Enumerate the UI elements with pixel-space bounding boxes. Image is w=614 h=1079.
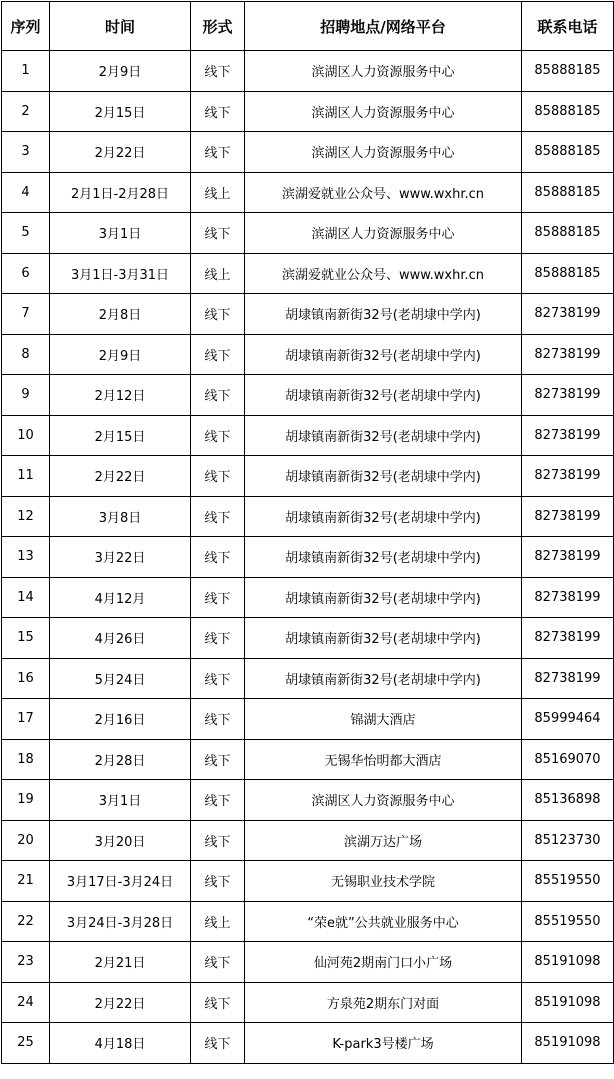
cell-place: 胡埭镇南新街32号(老胡埭中学内) [245, 496, 522, 537]
table-row [2, 213, 614, 254]
cell-place: 仙河苑2期南门口小广场 [245, 942, 522, 983]
cell-form: 线下 [191, 415, 245, 456]
cell-seq: 1 [2, 51, 50, 92]
cell-time: 2月12日 [50, 375, 191, 416]
cell-phone: 82738199 [522, 496, 614, 537]
cell-form: 线下 [191, 51, 245, 92]
cell-place: 锦湖大酒店 [245, 699, 522, 740]
cell-place: 滨湖爱就业公众号、www.wxhr.cn [245, 172, 522, 213]
header-seq: 序列 [2, 2, 50, 51]
cell-time: 2月28日 [50, 739, 191, 780]
cell-phone: 82738199 [522, 658, 614, 699]
cell-time: 4月18日 [50, 1023, 191, 1064]
cell-form: 线下 [191, 658, 245, 699]
cell-form: 线下 [191, 1023, 245, 1064]
cell-time: 2月22日 [50, 982, 191, 1023]
table-row [2, 901, 614, 942]
cell-time: 3月20日 [50, 820, 191, 861]
cell-form: 线下 [191, 132, 245, 173]
cell-time: 2月9日 [50, 51, 191, 92]
table-row [2, 982, 614, 1023]
cell-place: 滨湖区人力资源服务中心 [245, 213, 522, 254]
cell-seq: 15 [2, 618, 50, 659]
cell-seq: 18 [2, 739, 50, 780]
cell-place: “荣e就”公共就业服务中心 [245, 901, 522, 942]
table-header [2, 2, 614, 51]
cell-phone: 82738199 [522, 456, 614, 497]
cell-phone: 85888185 [522, 213, 614, 254]
cell-place: 胡埭镇南新街32号(老胡埭中学内) [245, 618, 522, 659]
cell-form: 线下 [191, 820, 245, 861]
cell-place: 滨湖万达广场 [245, 820, 522, 861]
table-row [2, 861, 614, 902]
cell-form: 线下 [191, 456, 245, 497]
cell-time: 3月1日 [50, 213, 191, 254]
cell-phone: 85888185 [522, 172, 614, 213]
cell-place: 胡埭镇南新街32号(老胡埭中学内) [245, 415, 522, 456]
cell-place: 滨湖区人力资源服务中心 [245, 780, 522, 821]
cell-place: 胡埭镇南新街32号(老胡埭中学内) [245, 577, 522, 618]
cell-seq: 6 [2, 253, 50, 294]
header-form: 形式 [191, 2, 245, 51]
cell-place: 胡埭镇南新街32号(老胡埭中学内) [245, 537, 522, 578]
table-row [2, 1023, 614, 1064]
cell-seq: 10 [2, 415, 50, 456]
cell-form: 线下 [191, 618, 245, 659]
cell-form: 线下 [191, 91, 245, 132]
table-row [2, 658, 614, 699]
table-row [2, 132, 614, 173]
cell-seq: 25 [2, 1023, 50, 1064]
cell-time: 3月17日-3月24日 [50, 861, 191, 902]
cell-seq: 20 [2, 820, 50, 861]
cell-form: 线下 [191, 577, 245, 618]
table-row [2, 51, 614, 92]
table-body [2, 51, 614, 1064]
cell-seq: 16 [2, 658, 50, 699]
cell-form: 线下 [191, 496, 245, 537]
cell-form: 线下 [191, 699, 245, 740]
cell-place: K-park3号楼广场 [245, 1023, 522, 1064]
header-place: 招聘地点/网络平台 [245, 2, 522, 51]
table-row [2, 334, 614, 375]
cell-form: 线下 [191, 942, 245, 983]
cell-seq: 14 [2, 577, 50, 618]
cell-phone: 85136898 [522, 780, 614, 821]
cell-phone: 82738199 [522, 537, 614, 578]
cell-phone: 85123730 [522, 820, 614, 861]
cell-seq: 22 [2, 901, 50, 942]
cell-time: 2月15日 [50, 91, 191, 132]
cell-time: 4月12月 [50, 577, 191, 618]
cell-place: 滨湖区人力资源服务中心 [245, 51, 522, 92]
cell-phone: 85191098 [522, 1023, 614, 1064]
cell-form: 线下 [191, 375, 245, 416]
cell-time: 3月24日-3月28日 [50, 901, 191, 942]
table-row [2, 253, 614, 294]
cell-seq: 2 [2, 91, 50, 132]
cell-form: 线下 [191, 861, 245, 902]
cell-seq: 23 [2, 942, 50, 983]
table-row [2, 618, 614, 659]
header-time: 时间 [50, 2, 191, 51]
cell-place: 滨湖爱就业公众号、www.wxhr.cn [245, 253, 522, 294]
cell-time: 3月22日 [50, 537, 191, 578]
header-row [2, 2, 614, 51]
cell-seq: 9 [2, 375, 50, 416]
cell-seq: 12 [2, 496, 50, 537]
cell-phone: 85519550 [522, 901, 614, 942]
cell-place: 胡埭镇南新街32号(老胡埭中学内) [245, 658, 522, 699]
table-row [2, 294, 614, 335]
table-row [2, 456, 614, 497]
cell-place: 无锡华怡明都大酒店 [245, 739, 522, 780]
cell-form: 线下 [191, 213, 245, 254]
table-row [2, 739, 614, 780]
header-phone: 联系电话 [522, 2, 614, 51]
cell-place: 方泉苑2期东门对面 [245, 982, 522, 1023]
table-row [2, 780, 614, 821]
cell-time: 3月1日 [50, 780, 191, 821]
cell-place: 滨湖区人力资源服务中心 [245, 132, 522, 173]
cell-time: 2月22日 [50, 456, 191, 497]
table-row [2, 415, 614, 456]
table-row [2, 496, 614, 537]
cell-place: 滨湖区人力资源服务中心 [245, 91, 522, 132]
cell-phone: 82738199 [522, 577, 614, 618]
cell-phone: 85888185 [522, 253, 614, 294]
cell-seq: 11 [2, 456, 50, 497]
cell-form: 线下 [191, 334, 245, 375]
cell-time: 2月22日 [50, 132, 191, 173]
cell-phone: 82738199 [522, 375, 614, 416]
cell-time: 2月16日 [50, 699, 191, 740]
cell-form: 线下 [191, 294, 245, 335]
cell-seq: 24 [2, 982, 50, 1023]
cell-seq: 21 [2, 861, 50, 902]
cell-time: 4月26日 [50, 618, 191, 659]
cell-phone: 85888185 [522, 132, 614, 173]
cell-phone: 85191098 [522, 982, 614, 1023]
table-row [2, 375, 614, 416]
table-row [2, 172, 614, 213]
cell-time: 2月9日 [50, 334, 191, 375]
table-row [2, 537, 614, 578]
cell-time: 2月8日 [50, 294, 191, 335]
cell-phone: 82738199 [522, 294, 614, 335]
cell-time: 2月15日 [50, 415, 191, 456]
cell-place: 无锡职业技术学院 [245, 861, 522, 902]
cell-phone: 85519550 [522, 861, 614, 902]
cell-place: 胡埭镇南新街32号(老胡埭中学内) [245, 334, 522, 375]
cell-place: 胡埭镇南新街32号(老胡埭中学内) [245, 375, 522, 416]
cell-seq: 19 [2, 780, 50, 821]
cell-phone: 82738199 [522, 415, 614, 456]
cell-seq: 8 [2, 334, 50, 375]
table-row [2, 820, 614, 861]
cell-place: 胡埭镇南新街32号(老胡埭中学内) [245, 456, 522, 497]
cell-phone: 82738199 [522, 618, 614, 659]
cell-phone: 85888185 [522, 91, 614, 132]
cell-phone: 85169070 [522, 739, 614, 780]
cell-form: 线下 [191, 739, 245, 780]
cell-time: 2月21日 [50, 942, 191, 983]
cell-form: 线上 [191, 901, 245, 942]
cell-phone: 82738199 [522, 334, 614, 375]
cell-form: 线下 [191, 537, 245, 578]
cell-phone: 85888185 [522, 51, 614, 92]
table-row [2, 91, 614, 132]
cell-seq: 5 [2, 213, 50, 254]
recruitment-schedule-table [1, 1, 614, 1064]
cell-form: 线下 [191, 982, 245, 1023]
cell-seq: 3 [2, 132, 50, 173]
cell-time: 2月1日-2月28日 [50, 172, 191, 213]
cell-place: 胡埭镇南新街32号(老胡埭中学内) [245, 294, 522, 335]
cell-form: 线上 [191, 253, 245, 294]
table-row [2, 942, 614, 983]
cell-seq: 17 [2, 699, 50, 740]
cell-time: 5月24日 [50, 658, 191, 699]
cell-phone: 85999464 [522, 699, 614, 740]
cell-seq: 4 [2, 172, 50, 213]
cell-form: 线下 [191, 780, 245, 821]
cell-phone: 85191098 [522, 942, 614, 983]
cell-time: 3月8日 [50, 496, 191, 537]
table-row [2, 577, 614, 618]
cell-seq: 13 [2, 537, 50, 578]
cell-time: 3月1日-3月31日 [50, 253, 191, 294]
cell-form: 线上 [191, 172, 245, 213]
cell-seq: 7 [2, 294, 50, 335]
table-row [2, 699, 614, 740]
